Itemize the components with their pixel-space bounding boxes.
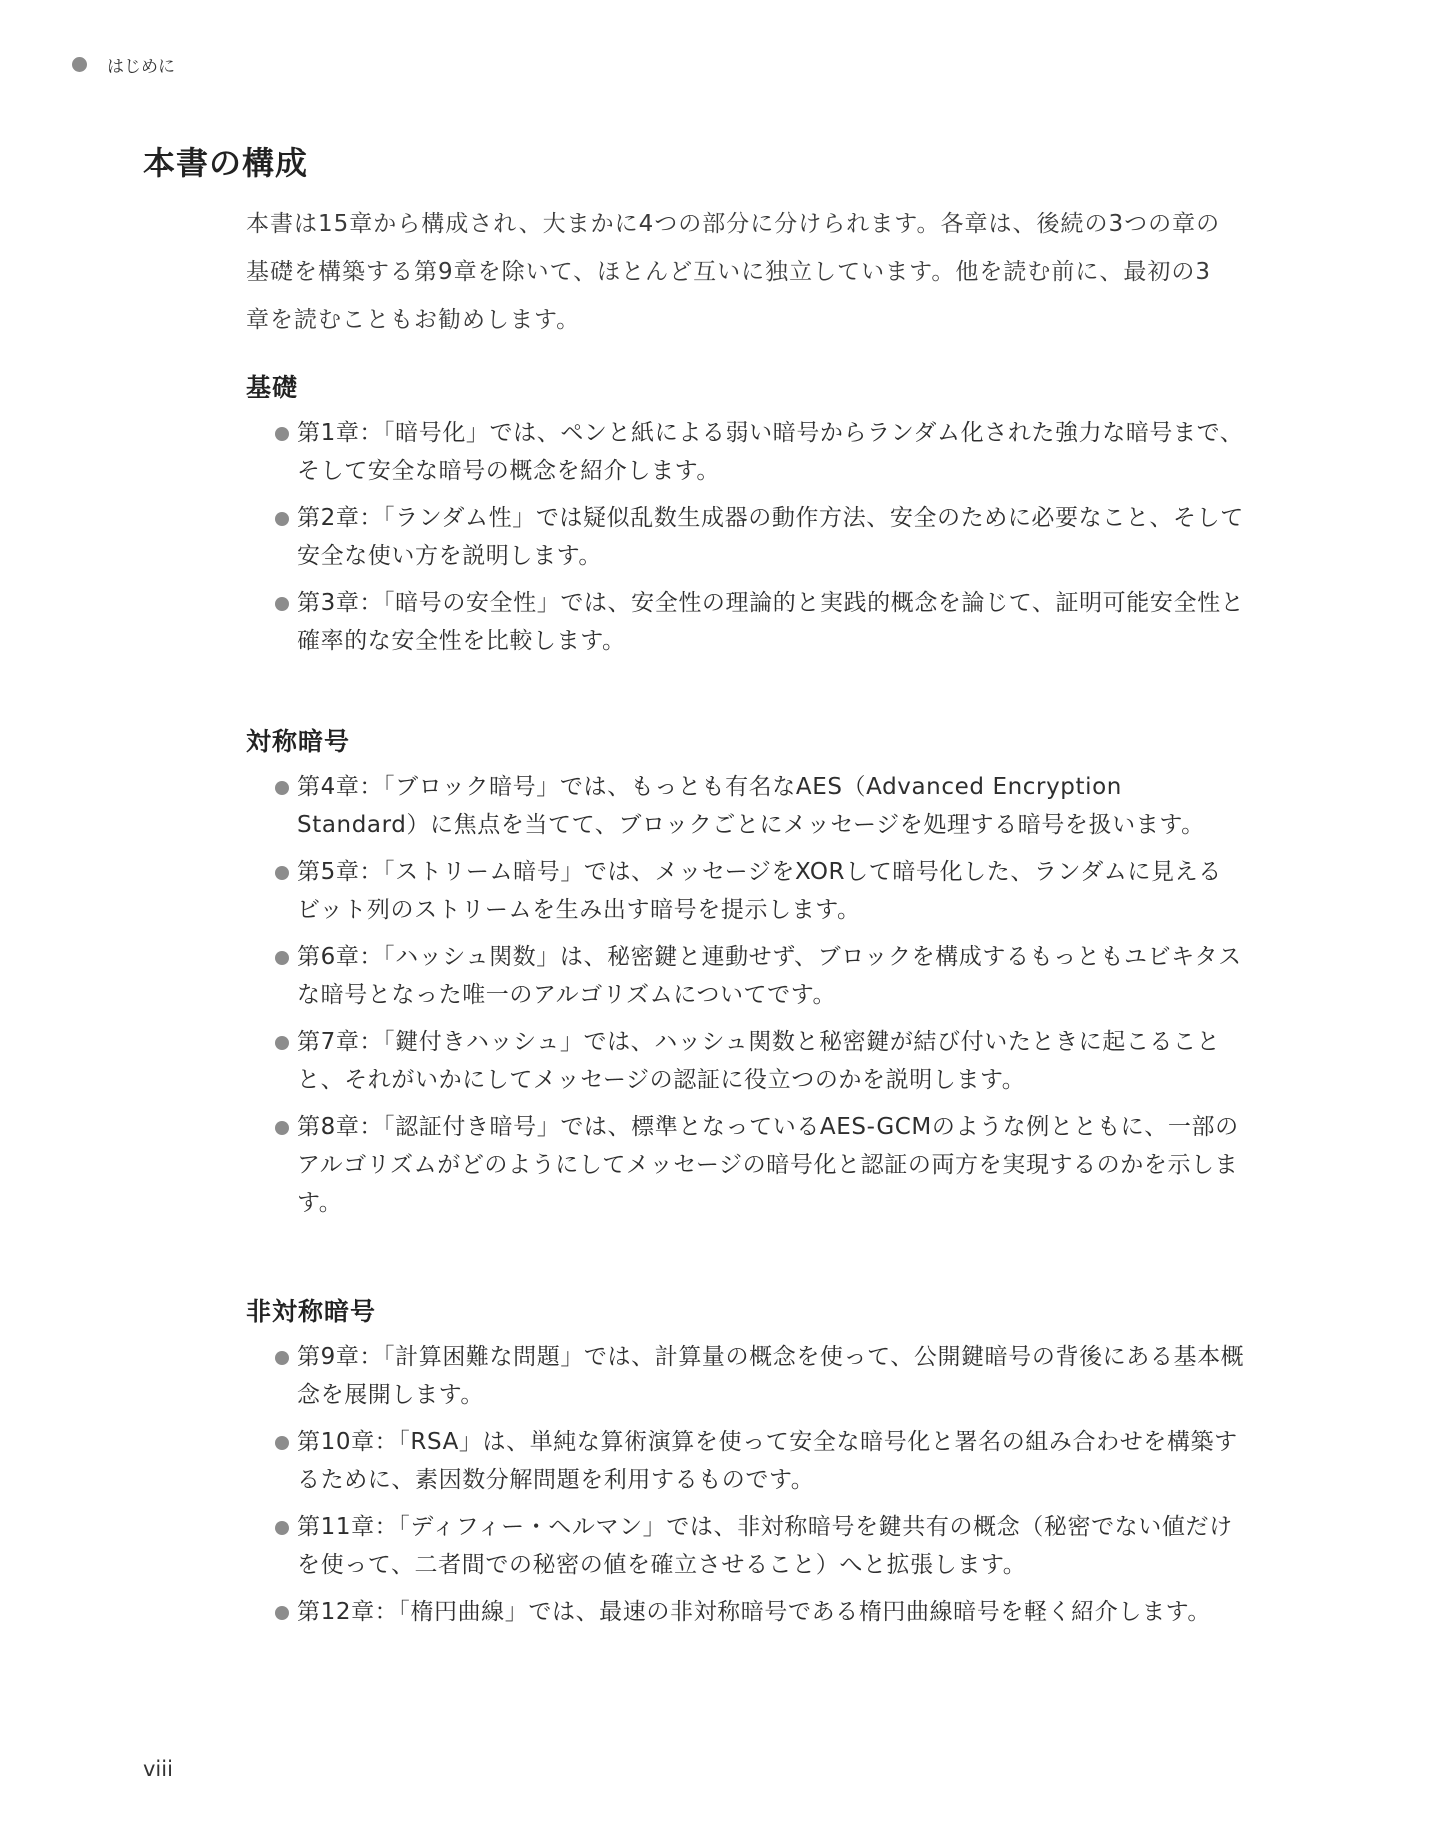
bullet-icon xyxy=(275,1436,289,1450)
section-heading-symmetric: 対称暗号 xyxy=(246,727,351,756)
list-item: 第7章：「鍵付きハッシュ」では、ハッシュ関数と秘密鍵が結び付いたときに起こることと、それがいかにしてメッセージの認証に役立つのかを説明します。 xyxy=(275,1023,1245,1099)
section-heading-asymmetric: 非対称暗号 xyxy=(246,1297,377,1326)
list-item: 第1章：「暗号化」では、ペンと紙による弱い暗号からランダム化された強力な暗号まで、そして安全な暗号の概念を紹介します。 xyxy=(275,414,1245,490)
bullet-icon xyxy=(275,1121,289,1135)
section-heading-basics: 基礎 xyxy=(246,373,299,402)
bullet-icon xyxy=(275,1351,289,1365)
list-item: 第11章：「ディフィー・ヘルマン」では、非対称暗号を鍵共有の概念（秘密でない値だけを使って、二者間での秘密の値を確立させること）へと拡張します。 xyxy=(275,1508,1245,1584)
bullet-icon xyxy=(275,951,289,965)
bullet-icon xyxy=(275,427,289,441)
bullet-icon xyxy=(275,512,289,526)
list-item: 第12章：「楕円曲線」では、最速の非対称暗号である楕円曲線暗号を軽く紹介します。 xyxy=(275,1593,1245,1631)
bullet-icon xyxy=(275,781,289,795)
list-item: 第3章：「暗号の安全性」では、安全性の理論的と実践的概念を論じて、証明可能安全性と確率的な安全性を比較します。 xyxy=(275,584,1245,660)
page-number: viii xyxy=(143,1757,173,1781)
list-item: 第8章：「認証付き暗号」では、標準となっているAES-GCMのような例とともに、一部のアルゴリズムがどのようにしてメッセージの暗号化と認証の両方を実現するのかを示します。 xyxy=(275,1108,1245,1222)
list-item: 第4章：「ブロック暗号」では、もっとも有名なAES（Advanced Encryption Standard）に焦点を当てて、ブロックごとにメッセージを処理する暗号を扱います。 xyxy=(275,768,1245,844)
list-item: 第6章：「ハッシュ関数」は、秘密鍵と連動せず、ブロックを構成するもっともユビキタスな暗号となった唯一のアルゴリズムについてです。 xyxy=(275,938,1245,1014)
list-item: 第2章：「ランダム性」では疑似乱数生成器の動作方法、安全のために必要なこと、そして安全な使い方を説明します。 xyxy=(275,499,1245,575)
bullet-icon xyxy=(275,1606,289,1620)
page-title: 本書の構成 xyxy=(143,144,309,182)
bullet-icon xyxy=(275,866,289,880)
bullet-icon xyxy=(275,1036,289,1050)
running-head-label: はじめに xyxy=(107,57,175,77)
section-list-basics xyxy=(275,414,1245,669)
list-item: 第10章：「RSA」は、単純な算術演算を使って安全な暗号化と署名の組み合わせを構築するために、素因数分解問題を利用するものです。 xyxy=(275,1423,1245,1499)
bullet-icon xyxy=(275,1521,289,1535)
bullet-icon xyxy=(275,597,289,611)
section-list-symmetric xyxy=(275,768,1245,1231)
intro-paragraph: 本書は15章から構成され、大まかに4つの部分に分けられます。各章は、後続の3つの章の基礎を構築する第9章を除いて、ほとんど互いに独立しています。他を読む前に、最初の3章を読むこともお勧めします。 xyxy=(246,211,1221,333)
running-head xyxy=(72,52,175,77)
list-item: 第9章：「計算困難な問題」では、計算量の概念を使って、公開鍵暗号の背後にある基本概念を展開します。 xyxy=(275,1338,1245,1414)
list-item: 第5章：「ストリーム暗号」では、メッセージをXORして暗号化した、ランダムに見えるビット列のストリームを生み出す暗号を提示します。 xyxy=(275,853,1245,929)
bullet-dot-icon xyxy=(72,57,87,72)
section-list-asymmetric xyxy=(275,1338,1245,1640)
